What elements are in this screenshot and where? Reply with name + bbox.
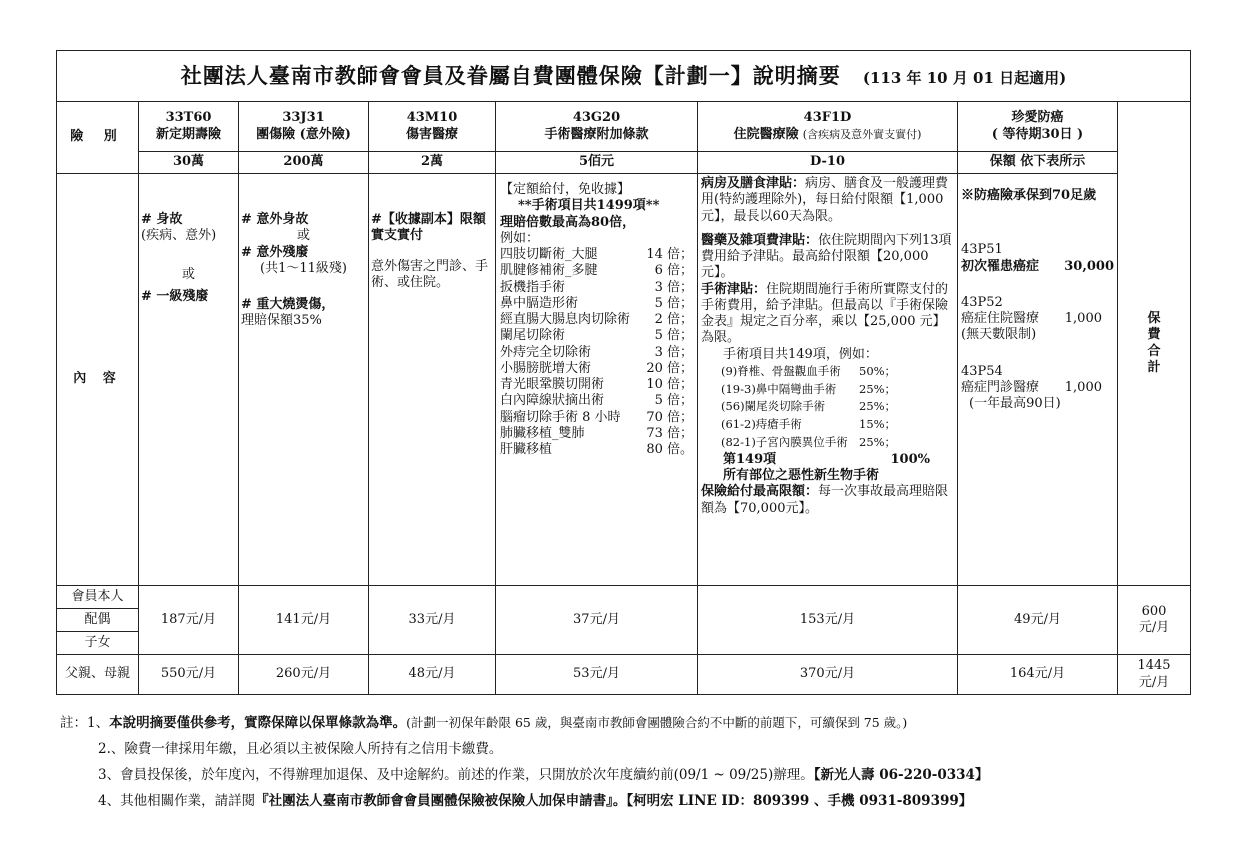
surgery-item-multiplier: 20 倍； bbox=[646, 360, 693, 376]
hospital-surgery-name: (61-2)痔瘡手術 bbox=[721, 417, 802, 432]
content-line: # 一級殘廢 bbox=[141, 288, 209, 304]
plan-header bbox=[369, 102, 496, 152]
plan-code: 43G20 bbox=[572, 110, 621, 126]
content-line: 每一次事故最高理賠限額為【70,000元】。 bbox=[701, 484, 949, 516]
hospital-surgery-item bbox=[721, 381, 954, 399]
plan-code: 珍愛防癌 bbox=[1011, 110, 1064, 126]
member-price: 187元/月 bbox=[139, 586, 239, 655]
content-line: 住院期間施行手術所實際支付的手術費用，給予津貼。但最高以『手術保險金表』規定之百分率，乘以【25,000 元】為限。 bbox=[701, 281, 949, 346]
hospital-surgery-rate: 25%； bbox=[859, 399, 897, 414]
parent-price: 550元/月 bbox=[139, 655, 239, 695]
surgery-item-multiplier: 2 倍； bbox=[654, 312, 693, 327]
total-char: 費 bbox=[1147, 327, 1161, 343]
content-line: 1,000 bbox=[1064, 379, 1102, 395]
plan-code: 43M10 bbox=[406, 110, 458, 126]
plan-amount: 5佰元 bbox=[496, 152, 698, 174]
surgery-item bbox=[500, 345, 693, 361]
note-2: 2.、險費一律採用年繳，且必須以主被保險人所持有之信用卡繳費。 bbox=[98, 741, 503, 757]
content-line: # 意外身故 bbox=[241, 212, 309, 227]
surgery-item bbox=[500, 328, 693, 344]
surgery-item-name: 肝臟移植 bbox=[500, 442, 553, 457]
surgery-item bbox=[500, 410, 693, 426]
surgery-item-name: 鼻中膈造形術 bbox=[500, 295, 579, 311]
plan-name: 手術醫療附加條款 bbox=[544, 126, 649, 142]
plan-amount: 保額 依下表所示 bbox=[958, 152, 1118, 174]
surgery-item bbox=[500, 296, 693, 312]
content-line: # 意外殘廢 bbox=[241, 244, 309, 260]
surgery-item-multiplier: 3 倍； bbox=[654, 279, 693, 295]
total-value: 1445 bbox=[1137, 658, 1171, 674]
content-line: 依住院期間內下列13項費用給予津貼。最高給付限額【20,000元】。 bbox=[701, 232, 952, 281]
hospital-surgery-item bbox=[721, 398, 954, 416]
content-line: 或 bbox=[296, 228, 310, 244]
content-label: 內 容 bbox=[57, 174, 139, 586]
content-line: 理賠保額35% bbox=[241, 313, 322, 329]
parent-price: 164元/月 bbox=[958, 655, 1118, 695]
surgery-item-name: 四肢切斷術_大腿 bbox=[500, 247, 598, 262]
content-line: 100% bbox=[890, 451, 930, 467]
plan-name: ( 等待期30日 ) bbox=[991, 126, 1084, 142]
note-bold: 本說明摘要僅供參考，實際保障以保單條款為準。 bbox=[109, 715, 407, 731]
member-label: 子女 bbox=[57, 632, 139, 655]
plan-amount: 2萬 bbox=[369, 152, 496, 174]
total-char: 計 bbox=[1147, 359, 1161, 375]
note-text: 3、會員投保後，於年度內，不得辦理加退保、及中途解約。前述的作業，只開放於次年度續約前(09/1 ~ 09/25)辦理。 bbox=[98, 767, 814, 783]
content-line: 【定額給付，免收據】 bbox=[500, 182, 631, 197]
surgery-item bbox=[500, 377, 693, 393]
note-4 bbox=[60, 788, 1200, 814]
plan-code: 43F1D bbox=[803, 110, 852, 126]
total-unit: 元/月 bbox=[1138, 620, 1170, 635]
insurance-summary-table bbox=[56, 50, 1191, 695]
note-bold: 【新光人壽 06-220-0334】 bbox=[813, 767, 989, 783]
surgery-item bbox=[500, 393, 693, 409]
content-line: #【收據副本】限額實支實付 bbox=[371, 212, 486, 244]
content-line: (疾病、意外) bbox=[141, 228, 217, 244]
content-line: # 重大燒燙傷， bbox=[241, 297, 335, 312]
content-line: 30,000 bbox=[1064, 258, 1114, 274]
hospital-surgery-name: (19-3)鼻中隔彎曲手術 bbox=[721, 381, 837, 396]
surgery-item-name: 肺臟移植_雙肺 bbox=[500, 425, 585, 441]
section-title: 醫藥及雜項費津貼： bbox=[701, 232, 819, 248]
content-line: 病房、膳食及一般護理費用(特約護理除外)，每日給付限額【1,000元】，最長以60天為限。 bbox=[701, 176, 949, 224]
parent-price: 260元/月 bbox=[239, 655, 369, 695]
plan-code: 33J31 bbox=[282, 110, 325, 126]
surgery-item bbox=[500, 312, 693, 328]
hospital-surgery-rate: 25%； bbox=[859, 381, 897, 396]
member-total bbox=[1118, 586, 1191, 655]
surgery-item-multiplier: 3 倍； bbox=[654, 344, 693, 360]
effective-date: (113 年 10 月 01 日起適用) bbox=[862, 68, 1067, 87]
surgery-item-name: 外痔完全切除術 bbox=[500, 344, 592, 360]
member-price: 33元/月 bbox=[369, 586, 496, 655]
surgery-item-name: 小腸膀胱增大術 bbox=[500, 360, 592, 376]
content-line: 43P51 bbox=[961, 242, 1003, 258]
content-line: 1,000 bbox=[1064, 311, 1102, 326]
parent-price: 53元/月 bbox=[496, 655, 698, 695]
surgery-item-multiplier: 10 倍； bbox=[646, 377, 693, 392]
section-title: 手術津貼： bbox=[701, 281, 767, 297]
section-title: 病房及膳食津貼： bbox=[701, 176, 806, 191]
content-line: **手術項目共1499項** bbox=[518, 198, 660, 214]
hospital-surgery-item bbox=[721, 416, 954, 434]
member-label: 會員本人 bbox=[57, 586, 139, 609]
content-line: 43P52 bbox=[961, 294, 1003, 310]
content-line: 第149項 bbox=[723, 451, 777, 467]
note-text: (計劃一初保年齡限 65 歲，與臺南市教師會團體險合約不中斷的前題下，可續保到 75 歲。) bbox=[406, 715, 908, 730]
content-line: (共1～11級殘) bbox=[260, 260, 347, 276]
type-label: 險 別 bbox=[57, 102, 139, 174]
hospital-surgery-rate: 15%； bbox=[859, 417, 897, 432]
surgery-item-name: 肌腱修補術_多腱 bbox=[500, 263, 598, 279]
plan-amount: 200萬 bbox=[239, 152, 369, 174]
member-price: 153元/月 bbox=[698, 586, 958, 655]
surgery-item-multiplier: 5 倍； bbox=[654, 393, 693, 409]
content-line: 43P54 bbox=[961, 363, 1003, 379]
surgery-item-multiplier: 70 倍； bbox=[646, 409, 693, 425]
note-1 bbox=[60, 710, 1200, 736]
parent-price: 370元/月 bbox=[698, 655, 958, 695]
note-prefix: 註：1、 bbox=[60, 715, 110, 731]
surgery-item-multiplier: 5 倍； bbox=[654, 295, 693, 311]
surgery-item bbox=[500, 442, 693, 458]
plan-name: 住院醫療險 bbox=[733, 126, 799, 142]
surgery-item-name: 青光眼鞏膜切開術 bbox=[500, 377, 605, 392]
hospital-surgery-name: (56)闌尾炎切除手術 bbox=[721, 399, 826, 414]
surgery-item-multiplier: 5 倍； bbox=[654, 328, 693, 344]
member-price: 37元/月 bbox=[496, 586, 698, 655]
content-line: 癌症住院醫療 bbox=[961, 311, 1040, 326]
hospital-surgery-item bbox=[721, 363, 954, 381]
surgery-item-name: 闌尾切除術 bbox=[500, 328, 566, 344]
surgery-content bbox=[496, 174, 698, 586]
content-line: 手術項目共149項，例如： bbox=[723, 346, 878, 362]
hospital-surgery-item bbox=[721, 434, 954, 452]
content-line: 所有部位之惡性新生物手術 bbox=[723, 468, 880, 484]
surgery-item bbox=[500, 361, 693, 377]
hospital-surgery-rate: 50%； bbox=[859, 363, 897, 378]
surgery-item-name: 白內障線狀摘出術 bbox=[500, 393, 605, 409]
total-label bbox=[1118, 102, 1191, 586]
plan-header bbox=[239, 102, 369, 152]
surgery-item-multiplier: 80 倍。 bbox=[646, 442, 693, 457]
content-line: (無天數限制) bbox=[961, 327, 1037, 343]
plan-name: 傷害醫療 bbox=[405, 126, 458, 142]
content-line: 理賠倍數最高為80倍， bbox=[500, 214, 636, 230]
plan-amount: D-10 bbox=[698, 152, 958, 174]
note-text: 4、其他相關作業，請詳閱 bbox=[98, 793, 256, 809]
hospital-content bbox=[698, 174, 958, 586]
title-row bbox=[57, 51, 1191, 102]
total-char: 合 bbox=[1147, 343, 1161, 359]
plan-header bbox=[139, 102, 239, 152]
accident-insurance-content bbox=[239, 174, 369, 586]
content-line: 癌症門診醫療 bbox=[961, 379, 1040, 395]
plan-name-note: (含疾病及意外實支實付) bbox=[802, 127, 922, 141]
hospital-surgery-name: (82-1)子宮內膜異位手術 bbox=[721, 435, 848, 449]
note-3 bbox=[60, 762, 1200, 788]
surgery-item bbox=[500, 280, 693, 296]
content-line: ※防癌險承保到70足歲 bbox=[961, 188, 1097, 203]
content-line: (一年最高90日) bbox=[969, 396, 1061, 411]
member-label: 配偶 bbox=[57, 609, 139, 632]
total-char: 保 bbox=[1147, 311, 1161, 326]
page-title: 社團法人臺南市教師會會員及眷屬自費團體保險【計劃一】說明摘要 bbox=[180, 62, 841, 88]
content-line: 初次罹患癌症 bbox=[961, 258, 1040, 274]
parent-price: 48元/月 bbox=[369, 655, 496, 695]
plan-amount: 30萬 bbox=[139, 152, 239, 174]
injury-medical-content bbox=[369, 174, 496, 586]
content-line: # 身故 bbox=[141, 212, 183, 227]
member-price: 49元/月 bbox=[958, 586, 1118, 655]
plan-code: 33T60 bbox=[165, 110, 212, 126]
surgery-item bbox=[500, 426, 693, 442]
surgery-item-name: 經直腸大腸息肉切除術 bbox=[500, 312, 631, 327]
plan-name: 團傷險 (意外險) bbox=[256, 126, 351, 142]
note-bold: 『社團法人臺南市教師會會員團體保險被保險人加保申請書』。【柯明宏 LINE ID：809399 、手機 0931-809399】 bbox=[255, 793, 973, 809]
surgery-item bbox=[500, 263, 693, 279]
plan-header bbox=[496, 102, 698, 152]
surgery-item-multiplier: 6 倍； bbox=[654, 263, 693, 279]
footnotes bbox=[60, 710, 1200, 814]
surgery-item-name: 腦瘤切除手術 8 小時 bbox=[500, 409, 621, 425]
plan-name: 新定期壽險 bbox=[155, 126, 221, 142]
surgery-item-multiplier: 73 倍； bbox=[646, 425, 693, 441]
cancer-content bbox=[958, 174, 1118, 586]
surgery-item bbox=[500, 247, 693, 263]
surgery-item-name: 扳機指手術 bbox=[500, 279, 566, 295]
hospital-surgery-name: (9)脊椎、骨盤觀血手術 bbox=[721, 363, 841, 378]
content-line: 或 bbox=[181, 266, 195, 282]
hospital-surgery-rate: 25%； bbox=[859, 435, 897, 449]
plan-header bbox=[698, 102, 958, 152]
parents-label: 父親、母親 bbox=[57, 655, 139, 695]
surgery-item-multiplier: 14 倍； bbox=[646, 247, 693, 262]
content-line: 例如： bbox=[500, 230, 540, 246]
plan-header bbox=[958, 102, 1118, 152]
section-title: 保險給付最高限額： bbox=[701, 484, 819, 500]
total-unit: 元/月 bbox=[1138, 674, 1170, 690]
total-value: 600 bbox=[1141, 603, 1167, 619]
parent-total bbox=[1118, 655, 1191, 695]
member-price: 141元/月 bbox=[239, 586, 369, 655]
life-insurance-content bbox=[139, 174, 239, 586]
content-line: 意外傷害之門診、手術、或住院。 bbox=[371, 258, 489, 290]
